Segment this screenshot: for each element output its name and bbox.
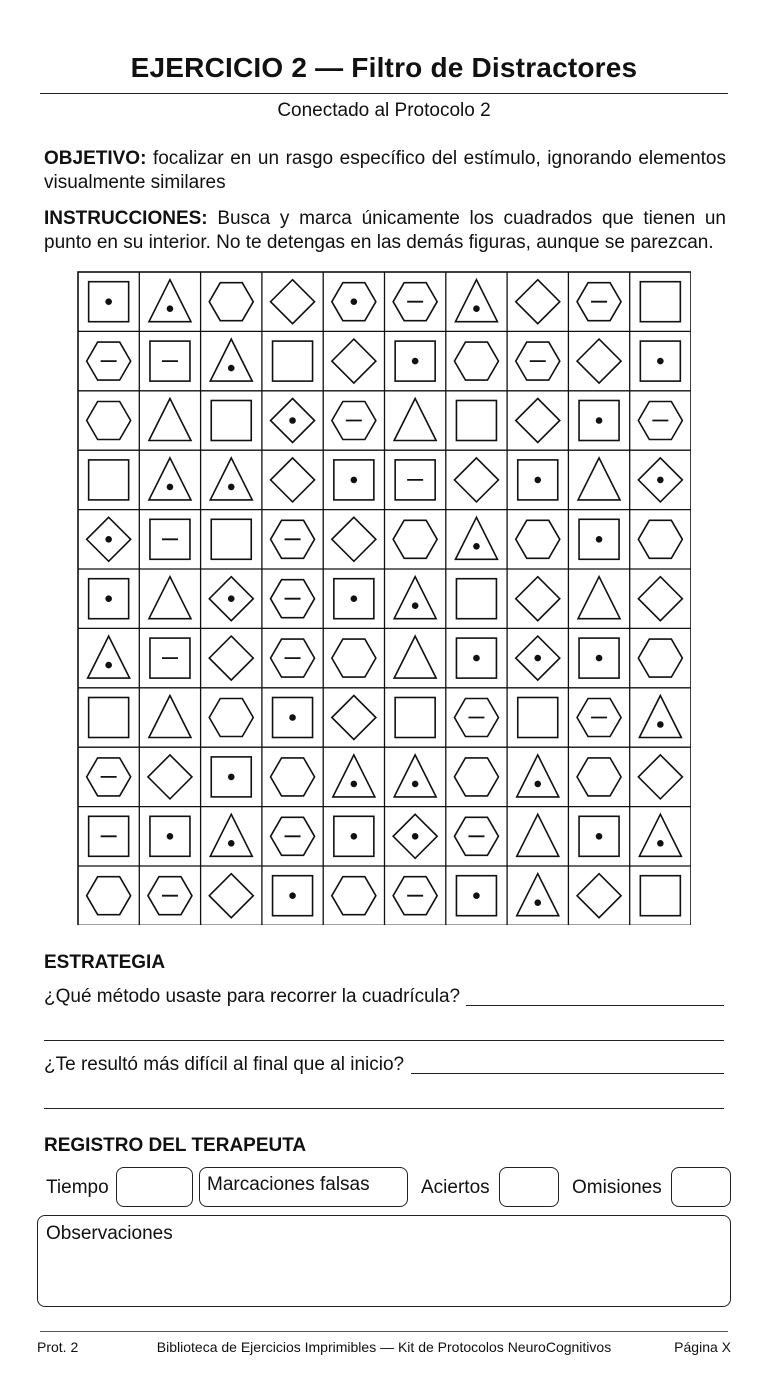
grid-symbol-square[interactable] xyxy=(456,401,496,441)
grid-symbol-diamond[interactable] xyxy=(332,696,376,740)
dot-mark xyxy=(289,714,296,721)
tiempo-box[interactable] xyxy=(116,1167,193,1207)
grid-symbol-hexagon[interactable] xyxy=(516,520,560,558)
grid-symbol-hexagon[interactable] xyxy=(638,639,682,677)
grid-symbol-hexagon-dash[interactable] xyxy=(638,402,682,440)
grid-symbol-square-dash[interactable] xyxy=(395,460,435,500)
grid-symbol-diamond[interactable] xyxy=(516,280,560,324)
instructions-label: INSTRUCCIONES: xyxy=(44,208,208,229)
grid-symbol-triangle-dot[interactable] xyxy=(394,577,436,619)
grid-symbol-hexagon[interactable] xyxy=(87,402,131,440)
grid-symbol-diamond[interactable] xyxy=(577,874,621,918)
grid-symbol-hexagon[interactable] xyxy=(454,758,498,796)
grid-symbol-hexagon[interactable] xyxy=(393,520,437,558)
grid-symbol-triangle-dot[interactable] xyxy=(149,280,191,322)
omisiones-box[interactable] xyxy=(671,1167,731,1207)
strategy-title: ESTRATEGIA xyxy=(44,952,166,973)
strategy-question-2: ¿Te resultó más difícil al final que al inicio? xyxy=(44,1054,405,1075)
grid-symbol-triangle-dot[interactable] xyxy=(517,755,559,797)
grid-symbol-hexagon-dash[interactable] xyxy=(271,520,315,558)
grid-symbol-square-dot[interactable] xyxy=(334,579,374,619)
dot-mark xyxy=(473,655,480,662)
footer-right: Página X xyxy=(674,1339,731,1355)
grid-symbol-square[interactable] xyxy=(211,519,251,559)
grid-symbol-hexagon[interactable] xyxy=(332,877,376,915)
grid-symbol-hexagon-dash[interactable] xyxy=(271,817,315,855)
tiempo-label: Tiempo xyxy=(46,1177,109,1198)
dot-mark xyxy=(596,536,603,543)
dot-mark xyxy=(289,892,296,899)
answer-line-2a[interactable] xyxy=(411,1073,724,1074)
dot-mark xyxy=(351,477,358,484)
dot-mark xyxy=(351,595,358,602)
dot-mark xyxy=(657,840,664,847)
grid-symbol-hexagon-dot[interactable] xyxy=(332,283,376,321)
grid-symbol-square-dash[interactable] xyxy=(89,816,129,856)
dot-mark xyxy=(228,774,235,781)
grid-symbol-triangle-dot[interactable] xyxy=(455,517,497,559)
grid-symbol-triangle[interactable] xyxy=(517,814,559,856)
grid-symbol-square-dot[interactable] xyxy=(456,876,496,916)
grid-symbol-square-dash[interactable] xyxy=(150,341,190,381)
dot-mark xyxy=(228,365,235,372)
grid-symbol-square-dot[interactable] xyxy=(579,519,619,559)
grid-symbol-triangle[interactable] xyxy=(149,696,191,738)
dot-mark xyxy=(412,602,419,609)
grid-symbol-diamond[interactable] xyxy=(209,874,253,918)
grid-symbol-diamond[interactable] xyxy=(148,755,192,799)
grid-symbol-triangle[interactable] xyxy=(394,636,436,678)
grid-symbol-diamond[interactable] xyxy=(516,577,560,621)
dot-mark xyxy=(596,417,603,424)
dot-mark xyxy=(289,417,296,424)
grid-symbol-hexagon-dash[interactable] xyxy=(332,402,376,440)
grid-symbol-hexagon[interactable] xyxy=(332,639,376,677)
grid-symbol-diamond-dot[interactable] xyxy=(87,517,131,561)
grid-symbol-square-dot[interactable] xyxy=(89,579,129,619)
grid-symbol-triangle-dot[interactable] xyxy=(639,696,681,738)
grid-symbol-square-dot[interactable] xyxy=(89,282,129,322)
grid-symbol-triangle[interactable] xyxy=(149,577,191,619)
dot-mark xyxy=(657,721,664,728)
grid-symbol-square-dot[interactable] xyxy=(456,638,496,678)
dot-mark xyxy=(167,305,174,312)
dot-mark xyxy=(228,595,235,602)
dot-mark xyxy=(657,358,664,365)
answer-line-1b[interactable] xyxy=(44,1040,724,1041)
dot-mark xyxy=(596,833,603,840)
dot-mark xyxy=(105,662,112,669)
grid-symbol-hexagon-dash[interactable] xyxy=(148,877,192,915)
dot-mark xyxy=(412,358,419,365)
dot-mark xyxy=(534,477,541,484)
grid-symbol-triangle-dot[interactable] xyxy=(88,636,130,678)
grid-symbol-hexagon-dash[interactable] xyxy=(271,639,315,677)
footer-center: Biblioteca de Ejercicios Imprimibles — Kit de Protocolos NeuroCognitivos xyxy=(156,1339,612,1355)
grid-symbol-diamond[interactable] xyxy=(516,399,560,443)
grid-symbol-hexagon[interactable] xyxy=(209,283,253,321)
grid-symbol-diamond[interactable] xyxy=(332,517,376,561)
grid-symbol-square-dot[interactable] xyxy=(579,638,619,678)
grid-symbol-diamond-dot[interactable] xyxy=(209,577,253,621)
grid-symbol-hexagon-dash[interactable] xyxy=(454,817,498,855)
grid-symbol-square[interactable] xyxy=(89,460,129,500)
observaciones-box[interactable] xyxy=(37,1215,731,1307)
grid-symbol-diamond-dot[interactable] xyxy=(638,458,682,502)
grid-symbol-diamond-dot[interactable] xyxy=(393,814,437,858)
grid-symbol-hexagon-dash[interactable] xyxy=(393,283,437,321)
grid-symbol-square[interactable] xyxy=(518,698,558,738)
dot-mark xyxy=(167,484,174,491)
grid-symbol-hexagon-dash[interactable] xyxy=(87,342,131,380)
grid-symbol-square-dot[interactable] xyxy=(211,757,251,797)
footer-divider xyxy=(40,1331,728,1332)
dot-mark xyxy=(534,899,541,906)
grid-symbol-square-dot[interactable] xyxy=(273,876,313,916)
dot-mark xyxy=(657,477,664,484)
grid-symbol-square-dot[interactable] xyxy=(334,460,374,500)
grid-symbol-square[interactable] xyxy=(89,698,129,738)
footer-left: Prot. 2 xyxy=(37,1339,79,1355)
dot-mark xyxy=(473,305,480,312)
grid-symbol-square-dot[interactable] xyxy=(518,460,558,500)
grid-symbol-square-dot[interactable] xyxy=(395,341,435,381)
answer-line-1a[interactable] xyxy=(466,1005,724,1006)
grid-symbol-hexagon-dash[interactable] xyxy=(271,580,315,618)
grid-symbol-hexagon[interactable] xyxy=(209,699,253,737)
objective-paragraph xyxy=(44,147,726,195)
instructions-paragraph xyxy=(44,207,726,255)
grid-symbol-hexagon[interactable] xyxy=(638,520,682,558)
observaciones-label: Observaciones xyxy=(46,1223,173,1244)
aciertos-label: Aciertos xyxy=(421,1177,490,1198)
grid-symbol-square[interactable] xyxy=(456,579,496,619)
dot-mark xyxy=(105,536,112,543)
grid-symbol-diamond-dot[interactable] xyxy=(271,399,315,443)
dot-mark xyxy=(167,833,174,840)
grid-symbol-triangle-dot[interactable] xyxy=(333,755,375,797)
grid-symbol-triangle[interactable] xyxy=(394,399,436,441)
grid-symbol-triangle[interactable] xyxy=(578,458,620,500)
grid-symbol-hexagon-dash[interactable] xyxy=(454,699,498,737)
grid-symbol-square-dash[interactable] xyxy=(150,519,190,559)
marcaciones-falsas-label: Marcaciones falsas xyxy=(207,1174,370,1195)
grid-symbol-triangle-dot[interactable] xyxy=(517,874,559,916)
grid-symbol-square[interactable] xyxy=(395,698,435,738)
grid-symbol-hexagon-dash[interactable] xyxy=(577,283,621,321)
grid-symbol-square-dot[interactable] xyxy=(640,341,680,381)
grid-symbol-triangle-dot[interactable] xyxy=(394,755,436,797)
grid-symbol-diamond[interactable] xyxy=(271,280,315,324)
grid-symbol-square-dot[interactable] xyxy=(579,816,619,856)
grid-symbol-square[interactable] xyxy=(640,876,680,916)
grid-symbol-triangle-dot[interactable] xyxy=(210,339,252,381)
grid-symbol-square[interactable] xyxy=(640,282,680,322)
grid-symbol-hexagon[interactable] xyxy=(87,877,131,915)
grid-symbol-hexagon-dash[interactable] xyxy=(393,877,437,915)
grid-symbol-square[interactable] xyxy=(273,341,313,381)
grid-symbol-square-dot[interactable] xyxy=(579,401,619,441)
dot-mark xyxy=(228,484,235,491)
grid-symbol-diamond[interactable] xyxy=(577,339,621,383)
grid-symbol-diamond[interactable] xyxy=(209,636,253,680)
grid-symbol-hexagon[interactable] xyxy=(454,342,498,380)
omisiones-label: Omisiones xyxy=(572,1177,662,1198)
page-title: EJERCICIO 2 — Filtro de Distractores xyxy=(130,52,638,83)
grid-symbol-hexagon-dash[interactable] xyxy=(577,699,621,737)
grid-symbol-square-dot[interactable] xyxy=(334,816,374,856)
grid-symbol-square-dash[interactable] xyxy=(150,638,190,678)
grid-symbol-diamond-dot[interactable] xyxy=(516,636,560,680)
dot-mark xyxy=(596,655,603,662)
dot-mark xyxy=(473,543,480,550)
grid-symbol-triangle-dot[interactable] xyxy=(149,458,191,500)
grid-symbol-hexagon-dash[interactable] xyxy=(516,342,560,380)
marcaciones-falsas-box[interactable] xyxy=(199,1167,408,1207)
title-divider xyxy=(40,93,728,94)
registry-title: REGISTRO DEL TERAPEUTA xyxy=(44,1135,307,1156)
dot-mark xyxy=(412,833,419,840)
objective-label: OBJETIVO: xyxy=(44,148,147,169)
dot-mark xyxy=(351,781,358,788)
grid-symbol-diamond[interactable] xyxy=(271,458,315,502)
dot-mark xyxy=(534,781,541,788)
grid-symbol-hexagon[interactable] xyxy=(577,758,621,796)
grid-symbol-triangle-dot[interactable] xyxy=(210,814,252,856)
grid-symbol-triangle[interactable] xyxy=(149,399,191,441)
dot-mark xyxy=(534,655,541,662)
strategy-question-1: ¿Qué método usaste para recorrer la cuadrícula? xyxy=(44,986,461,1007)
dot-mark xyxy=(105,595,112,602)
dot-mark xyxy=(412,781,419,788)
dot-mark xyxy=(351,298,358,305)
dot-mark xyxy=(228,840,235,847)
grid-symbol-triangle-dot[interactable] xyxy=(210,458,252,500)
dot-mark xyxy=(473,892,480,899)
grid-symbol-hexagon-dash[interactable] xyxy=(87,758,131,796)
instructions-text: Busca y marca únicamente los cuadrados que tienen un punto en su interior. No te detengas en las demás figuras, aunque se parezcan. xyxy=(44,208,726,253)
grid-symbol-square-dot[interactable] xyxy=(150,816,190,856)
grid-symbol-square-dot[interactable] xyxy=(273,698,313,738)
symbol-grid xyxy=(77,271,691,925)
grid-symbol-diamond[interactable] xyxy=(454,458,498,502)
dot-mark xyxy=(105,298,112,305)
grid-symbol-square[interactable] xyxy=(211,401,251,441)
grid-symbol-diamond[interactable] xyxy=(332,339,376,383)
dot-mark xyxy=(351,833,358,840)
grid-symbol-diamond[interactable] xyxy=(638,577,682,621)
aciertos-box[interactable] xyxy=(499,1167,559,1207)
grid-symbol-diamond[interactable] xyxy=(638,755,682,799)
grid-symbol-triangle-dot[interactable] xyxy=(639,814,681,856)
grid-symbol-triangle-dot[interactable] xyxy=(455,280,497,322)
page-subtitle: Conectado al Protocolo 2 xyxy=(277,100,491,121)
grid-symbol-triangle[interactable] xyxy=(578,577,620,619)
objective-text: focalizar en un rasgo específico del estímulo, ignorando elementos visualmente similares xyxy=(44,148,726,193)
answer-line-2b[interactable] xyxy=(44,1108,724,1109)
grid-symbol-hexagon[interactable] xyxy=(271,758,315,796)
